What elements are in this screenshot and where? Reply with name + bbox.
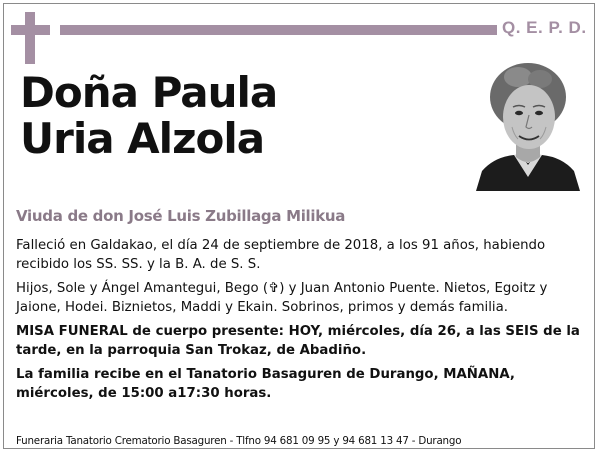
funeral-mass-info: MISA FUNERAL de cuerpo presente: HOY, miércoles, día 26, a las SEIS de la tarde, en la parroquia San Trokaz, de Abadiño. bbox=[16, 324, 580, 358]
cross-icon bbox=[25, 12, 35, 64]
notice-body bbox=[16, 236, 588, 408]
death-details: Falleció en Galdakao, el día 24 de septiembre de 2018, a los 91 años, habiendo recibido los SS. SS. y la B. A. de S. S. bbox=[16, 238, 546, 272]
qepd-badge: Q. E. P. D. bbox=[502, 18, 587, 37]
deceased-name-line1: Doña Paula bbox=[20, 68, 278, 117]
portrait-photo bbox=[474, 59, 582, 191]
funeral-home-footer: Funeraria Tanatorio Crematorio Basaguren - Tlfno 94 681 09 95 y 94 681 13 47 - Durango bbox=[16, 435, 462, 447]
family-list: Hijos, Sole y Ángel Amantegui, Bego (✞) y Juan Antonio Puente. Nietos, Egoitz y Jaione, Hodei. Biznietos, Maddi y Ekain. Sobrinos, primos y demás familia. bbox=[16, 281, 548, 315]
deceased-name-line2: Uria Alzola bbox=[20, 114, 265, 163]
widow-of-line: Viuda de don José Luis Zubillaga Milikua bbox=[16, 207, 346, 225]
cross-icon-arm bbox=[11, 25, 50, 35]
header-rule bbox=[60, 25, 497, 35]
deceased-name bbox=[20, 70, 277, 162]
obituary-card bbox=[3, 3, 595, 449]
visitation-info: La familia recibe en el Tanatorio Basaguren de Durango, MAÑANA, miércoles, de 15:00 a17:30 horas. bbox=[16, 367, 515, 401]
